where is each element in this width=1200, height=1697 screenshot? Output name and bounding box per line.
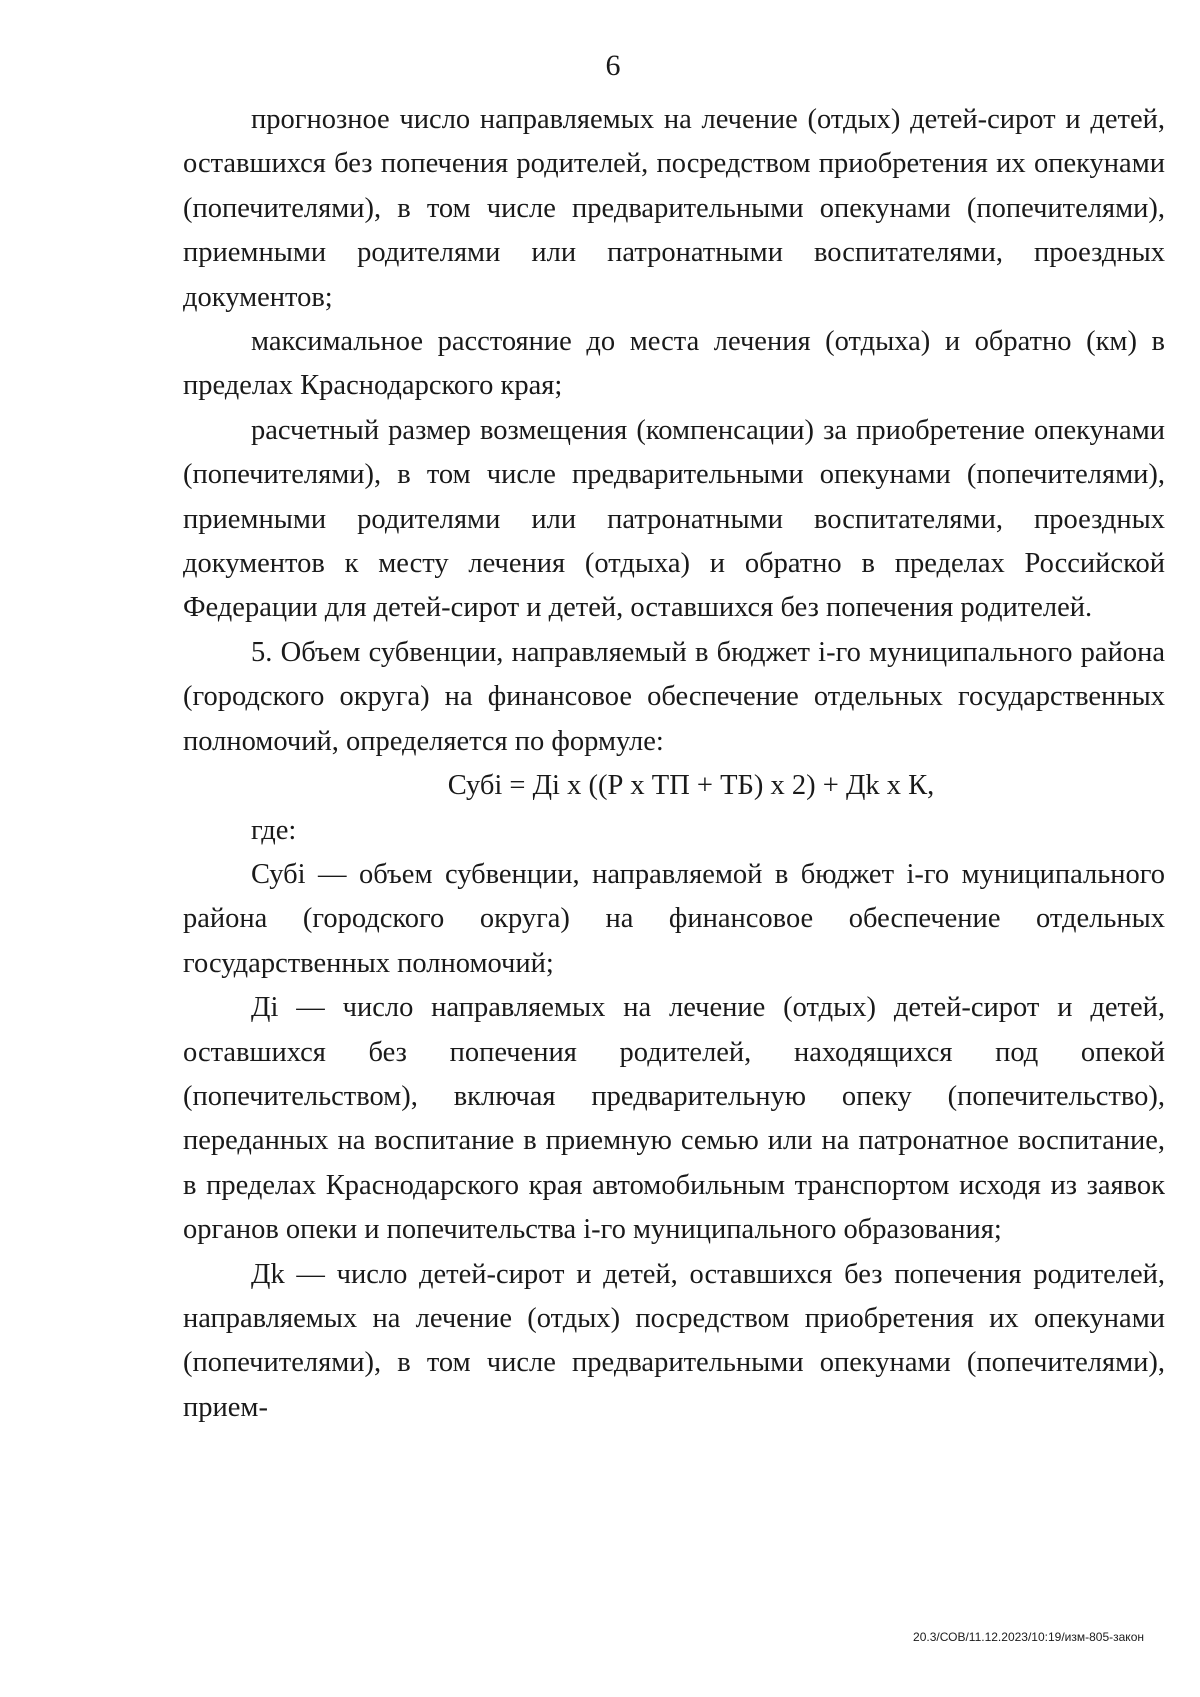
definition-d-k: Дk — число детей-сирот и детей, оставшихся без попечения родителей, направляемых на лечение (отдых) посредством приобретения их опекунами (попечителями), в том числе предварительными опекунами (попечителями), прием- (183, 1258, 1165, 1423)
paragraph-max-distance: максимальное расстояние до места лечения (отдыха) и обратно (км) в пределах Краснодарского края; (183, 326, 1165, 402)
paragraph-forecast-children: прогнозное число направляемых на лечение (отдых) детей-сирот и детей, оставшихся без попечения родителей, посредством приобретения их опекунами (попечителями), в том числе предварительными опекунами (попечителями), приемными родителями или патронатными воспитателями, проездных документов; (183, 104, 1165, 313)
page-number: 6 (605, 49, 621, 82)
definition-d-i: Дi — число направляемых на лечение (отдых) детей-сирот и детей, оставшихся без попечения родителей, находящихся под опекой (попечительством), включая предварительную опеку (попечительство), переданных на воспитание в приемную семью или на патронатное воспитание, в пределах Краснодарского края автомобильным транспортом исходя из заявок органов опеки и попечительства i-го муниципального образования; (183, 992, 1165, 1246)
document-body (183, 98, 1165, 1430)
paragraph-subvention-volume: 5. Объем субвенции, направляемый в бюджет i-го муниципального района (городского округа) на финансовое обеспечение отдельных государственных полномочий, определяется по формуле: (183, 636, 1165, 757)
subvention-formula: Субi = Дi x ((Р x ТП + ТБ) x 2) + Дk x К, (447, 770, 935, 802)
where-label: где: (251, 814, 297, 846)
definition-sub-i: Субi — объем субвенции, направляемой в бюджет i-го муниципального района (городского округа) на финансовое обеспечение отдельных государственных полномочий; (183, 858, 1165, 979)
document-stamp: 20.3/СОВ/11.12.2023/10:19/изм-805-закон (913, 1630, 1144, 1644)
paragraph-compensation-size: расчетный размер возмещения (компенсации) за приобретение опекунами (попечителями), в том числе предварительными опекунами (попечителями), приемными родителями или патронатными воспитателями, проездных документов к месту лечения (отдыха) и обратно в пределах Российской Федерации для детей-сирот и детей, оставшихся без попечения родителей. (183, 414, 1165, 624)
